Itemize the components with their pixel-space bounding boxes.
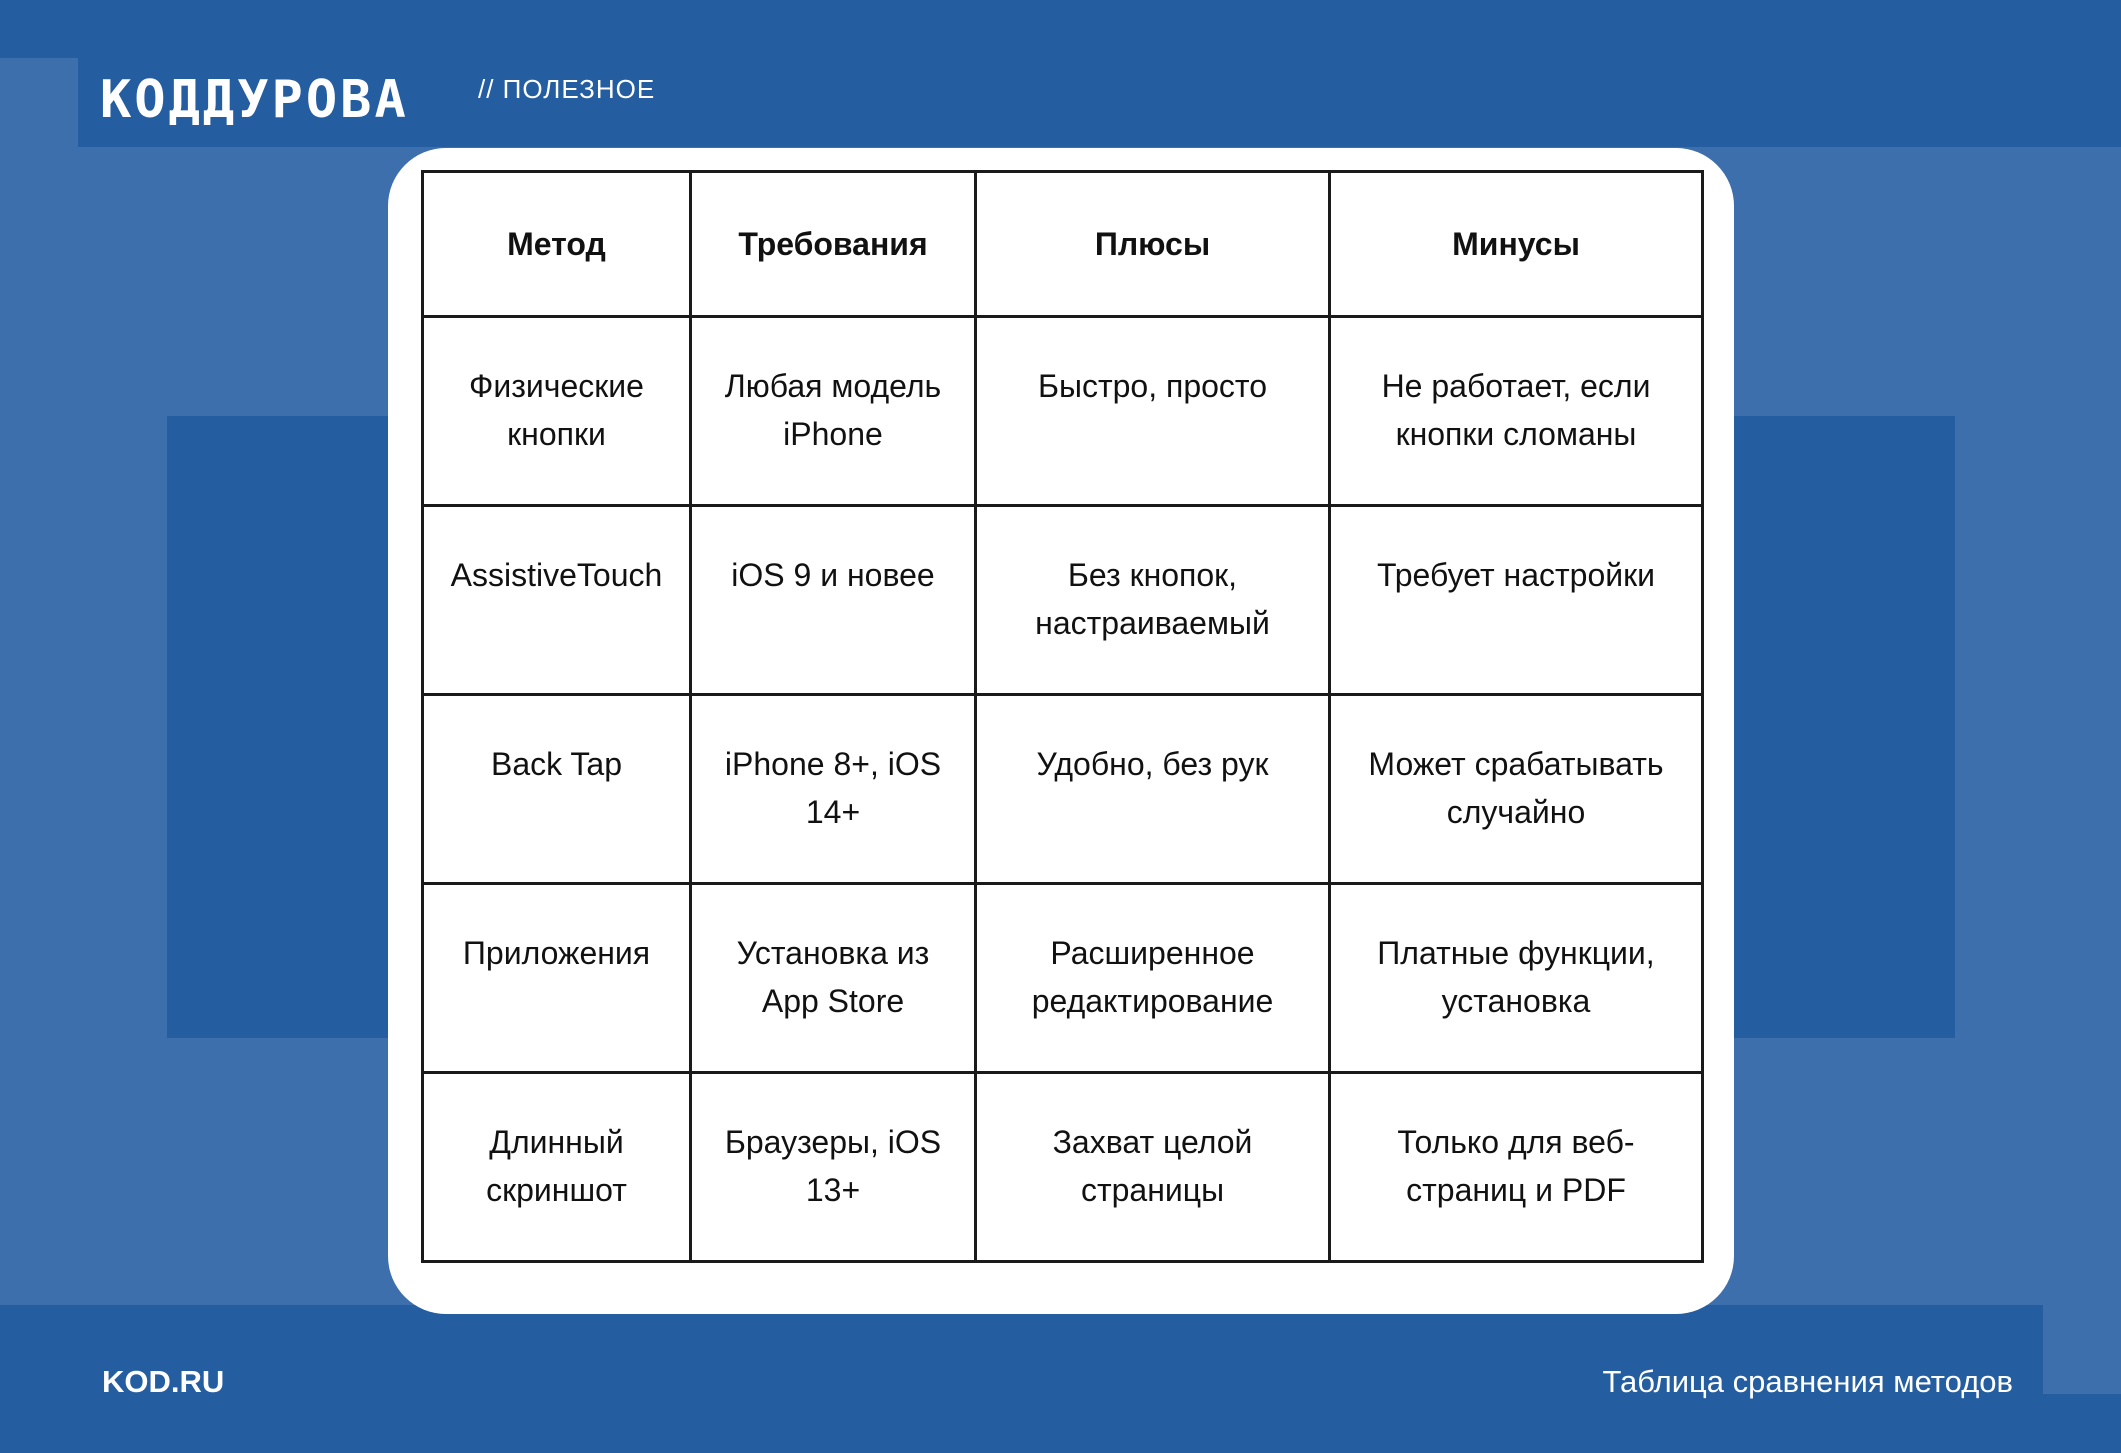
cell-pros: Удобно, без рук (976, 695, 1330, 884)
column-header-cons: Минусы (1330, 172, 1703, 317)
table-row (423, 506, 1703, 695)
cell-requirements: iOS 9 и новее (691, 506, 976, 695)
cell-pros: Захват целой страницы (976, 1073, 1330, 1262)
cell-cons: Требует настройки (1330, 506, 1703, 695)
cell-method: Back Tap (423, 695, 691, 884)
background-band-bottom-right (2043, 1394, 2121, 1453)
brand-logo: КОДДУРОВА (100, 70, 409, 130)
table-row (423, 695, 1703, 884)
cell-requirements: Установка из App Store (691, 884, 976, 1073)
table-row (423, 317, 1703, 506)
cell-requirements: iPhone 8+, iOS 14+ (691, 695, 976, 884)
cell-method: Физические кнопки (423, 317, 691, 506)
cell-method: Приложения (423, 884, 691, 1073)
cell-cons: Только для веб-страниц и PDF (1330, 1073, 1703, 1262)
cell-pros: Без кнопок, настраиваемый (976, 506, 1330, 695)
column-header-method: Метод (423, 172, 691, 317)
cell-method: AssistiveTouch (423, 506, 691, 695)
column-header-pros: Плюсы (976, 172, 1330, 317)
background-band-left (167, 416, 407, 1038)
footer-caption: Таблица сравнения методов (1602, 1364, 2013, 1399)
cell-cons: Может срабатывать случайно (1330, 695, 1703, 884)
cell-method: Длинный скриншот (423, 1073, 691, 1262)
table-header-row (423, 172, 1703, 317)
column-header-requirements: Требования (691, 172, 976, 317)
cell-cons: Не работает, если кнопки сломаны (1330, 317, 1703, 506)
section-tag: // ПОЛЕЗНОЕ (478, 74, 656, 104)
table-row (423, 1073, 1703, 1262)
background-band-top (0, 0, 2121, 58)
comparison-table (421, 170, 1704, 1263)
cell-requirements: Любая модель iPhone (691, 317, 976, 506)
table-row (423, 884, 1703, 1073)
footer-site-link[interactable]: KOD.RU (102, 1364, 225, 1399)
table-card (388, 148, 1734, 1314)
cell-pros: Расширенное редактирование (976, 884, 1330, 1073)
cell-pros: Быстро, просто (976, 317, 1330, 506)
cell-requirements: Браузеры, iOS 13+ (691, 1073, 976, 1262)
cell-cons: Платные функции, установка (1330, 884, 1703, 1073)
